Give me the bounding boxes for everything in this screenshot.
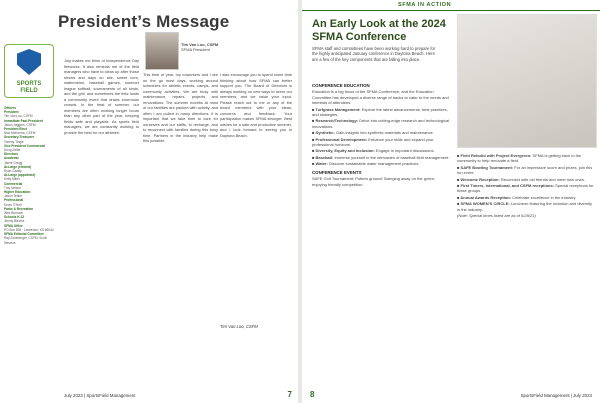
officer-list bbox=[4, 106, 54, 245]
page-number-right: 8 bbox=[310, 390, 315, 399]
sidebar-name: Jason Tebbe bbox=[4, 194, 23, 199]
sidebar-role: SFMA Office bbox=[4, 223, 23, 228]
article-intro: SFMA staff and committees have been working hard to prepare for the highly anticipated January conference in Daytona Beach. Here are a few of the key components that are falling into place. bbox=[312, 46, 436, 62]
sidebar-role: Professional bbox=[4, 198, 24, 203]
logo-word-1: SPORTS bbox=[16, 81, 42, 87]
sidebar-role: Schools K-12 bbox=[4, 215, 25, 220]
track-desc: Enhance your skills and expand your professional horizons. bbox=[312, 136, 434, 148]
sidebar-role: Higher Education bbox=[4, 190, 31, 195]
event-desc: Celebrate excellence in the industry. bbox=[512, 194, 577, 200]
sidebar-name: PO Box 895 · Lawrence, KS 66044 bbox=[4, 227, 54, 232]
footer-right: SportsField Management | July 2023 bbox=[520, 393, 592, 398]
event-name: ■ Annual Awards Reception: bbox=[457, 194, 513, 200]
events-paragraph: SAFE Golf Tournament: Putters ground! Swinging away on the green, enjoying friendly competition. bbox=[312, 176, 436, 187]
track-name: ■ Water: bbox=[312, 161, 329, 167]
caption-name: Tim Van Loo, CSFM bbox=[181, 42, 219, 47]
right-page bbox=[302, 0, 600, 403]
track-item bbox=[312, 130, 450, 135]
sidebar-name: Ray Eckeberger, CSFM, Scott Stevens bbox=[4, 236, 47, 245]
track-name: ■ Turfgrass Management: bbox=[312, 106, 362, 112]
left-page bbox=[0, 0, 298, 403]
event-item bbox=[457, 183, 595, 194]
sidebar-role: Immediate Past President bbox=[4, 118, 43, 123]
event-name: ■ First Timers, International, and CSFM receptions: bbox=[457, 183, 556, 189]
sidebar-name: Nick McKenna, CSFM bbox=[4, 131, 36, 136]
event-desc: Luncheon featuring the inclusion and diversity in the industry. bbox=[457, 201, 592, 212]
event-desc: For an impressive score and prizes, join this fun event. bbox=[457, 164, 593, 176]
sidebar-role: Officers bbox=[4, 106, 17, 110]
track-name: ■ Synthetic: bbox=[312, 130, 336, 136]
event-name: ■ Welcome Reception: bbox=[457, 176, 501, 182]
track-item bbox=[312, 161, 450, 166]
sidebar-role: President bbox=[4, 110, 19, 115]
event-desc: Special receptions for these groups. bbox=[457, 183, 594, 194]
track-item bbox=[312, 118, 450, 129]
sidebar-name: Kevin O’Neil bbox=[4, 202, 22, 207]
sidebar-role: At-Large (elected) bbox=[4, 164, 32, 169]
events-heading: CONFERENCE EVENTS bbox=[312, 169, 362, 175]
times-note: (Note: Special times listed are as of 6/29/23) bbox=[457, 213, 536, 219]
sidebar-name: Wes Burrows bbox=[4, 211, 23, 216]
education-heading: CONFERENCE EDUCATION bbox=[312, 83, 370, 88]
section-label: SFMA IN ACTION bbox=[398, 2, 452, 8]
track-desc: Discover sustainable water management practices. bbox=[328, 161, 420, 167]
sidebar-role: Commercial bbox=[4, 181, 23, 186]
track-item bbox=[312, 137, 450, 148]
sidebar-role: Directors bbox=[4, 152, 18, 157]
track-name: ■ Baseball: bbox=[312, 154, 335, 160]
sidebar-role: Secretary-Treasurer bbox=[4, 135, 35, 140]
logo-word-2: FIELD bbox=[20, 88, 38, 94]
event-item bbox=[457, 165, 595, 176]
track-name: ■ Research/Technology: bbox=[312, 118, 360, 124]
event-item bbox=[457, 195, 595, 200]
message-column-2: This time of year, my coworkers and I are on the go most days, working around schedules for athletic events, camps, and community activities. We are busy with maintenance, repairs, projects and renovations. The summer months at most of our facilities are packed with activity, and often I am pulled in many directions. It is important that we take time to care for ourselves and our staffs, to recharge, and to reconnect with families during this busy time. Partners in the industry help make this possible. bbox=[143, 72, 218, 143]
caption-title: SFMA President bbox=[181, 47, 210, 52]
page-number-left: 7 bbox=[287, 390, 292, 399]
sidebar-role: Vice President Commercial bbox=[4, 143, 46, 148]
event-name: ■ Field Rebuild with Project Evergreen: bbox=[457, 153, 533, 158]
section-bar bbox=[302, 0, 600, 11]
event-name: ■ SAFE Bowling Tournament: bbox=[457, 164, 515, 170]
signature: Tim Van Loo, CSFM bbox=[220, 324, 258, 329]
track-desc: Delve into cutting-edge research and technological innovations. bbox=[312, 118, 450, 129]
track-desc: Engage in important discussions. bbox=[375, 148, 435, 154]
sidebar-role: President Elect bbox=[4, 127, 28, 132]
sidebar-name: Jamie Gregg bbox=[4, 160, 23, 165]
sidebar-name: Kirby Miller bbox=[4, 177, 20, 182]
track-item bbox=[312, 107, 450, 118]
sidebar-name: Jimmy Blevins bbox=[4, 219, 25, 224]
sidebar-name: Jason Jaggers, CSFM bbox=[4, 122, 36, 127]
page-title: President’s Message bbox=[58, 12, 230, 31]
sidebar-role: Parks & Recreation bbox=[4, 206, 34, 211]
sidebar-role: Academic bbox=[4, 156, 20, 161]
article-title: An Early Look at the 2024 SFMA Conference bbox=[312, 18, 446, 43]
sidebar-name: Troy Nelson bbox=[4, 185, 22, 190]
track-name: ■ Diversity, Equity and Inclusion: bbox=[312, 148, 376, 154]
sidebar-name: Doug Zeller bbox=[4, 148, 21, 153]
track-list bbox=[312, 107, 450, 167]
sidebar-name: Ryan Gaddy bbox=[4, 169, 22, 174]
officers-sidebar bbox=[4, 44, 54, 389]
message-column-1: July makes me think of Independence Day fireworks. It also reminds me of the field managers who have to clean up after those shows and days on site, sweet corn, watermelon, baseball games, summer league softball, tournaments of all kinds, and the grill, and sometimes the field hosts a community event that draws enormous crowds. In the heat of summer, our members are often working longer hours than any other part of the year, keeping fields safe and playable. As sports field managers, we are constantly working to provide the best for our athletes. bbox=[64, 58, 139, 135]
photo-caption bbox=[181, 42, 218, 52]
track-desc: Immerse yourself in the intricacies of baseball field management. bbox=[334, 154, 450, 160]
event-item bbox=[457, 201, 595, 212]
track-desc: Gain insights into synthetic materials and maintenance. bbox=[335, 130, 434, 136]
track-item bbox=[312, 148, 450, 153]
sfma-logo bbox=[4, 44, 54, 98]
event-item bbox=[457, 177, 595, 182]
sidebar-name: Tim Van Loo, CSFM bbox=[4, 114, 33, 119]
article-photo bbox=[457, 14, 597, 148]
article-column-1 bbox=[312, 80, 450, 188]
president-photo bbox=[145, 32, 179, 70]
sidebar-name: Tommy Tingle bbox=[4, 139, 24, 144]
shield-icon bbox=[17, 49, 41, 75]
event-item bbox=[457, 153, 595, 164]
article-column-2 bbox=[457, 152, 595, 219]
event-list bbox=[457, 153, 595, 212]
event-desc: SFMA is getting back to the community to help renovate a field. bbox=[457, 153, 582, 164]
event-desc: Reconnect with old friends and meet new ones. bbox=[500, 176, 585, 182]
track-name: ■ Professional Development: bbox=[312, 136, 369, 142]
footer-left: July 2023 | SportsField Management bbox=[64, 393, 136, 398]
sidebar-role: At-Large (appointed) bbox=[4, 173, 36, 178]
track-desc: Explore the latest advancements, best practices, and strategies. bbox=[312, 106, 448, 118]
event-name: ■ SFMA WOMEN’S CIRCLE: bbox=[457, 201, 511, 207]
message-column-3: I also encourage you to spend some time thinking about how SFMA can better support you. The Board of Directors is always working on new ways to serve our members, and we value your input. Please reach out to me or any of the board members with your ideas, concerns and feedback. Your participation makes SFMA stronger. Best wishes for a safe and productive summer, and I look forward to seeing you in Daytona Beach. bbox=[220, 72, 292, 138]
education-paragraph: Education is a big focus of the SFMA Conference, and the Education Committee has developed a diverse range of tracks to cater to the needs and interests of attendees: bbox=[312, 89, 449, 106]
track-item bbox=[312, 155, 450, 160]
sidebar-role: SFMA Editorial Committee bbox=[4, 232, 44, 237]
